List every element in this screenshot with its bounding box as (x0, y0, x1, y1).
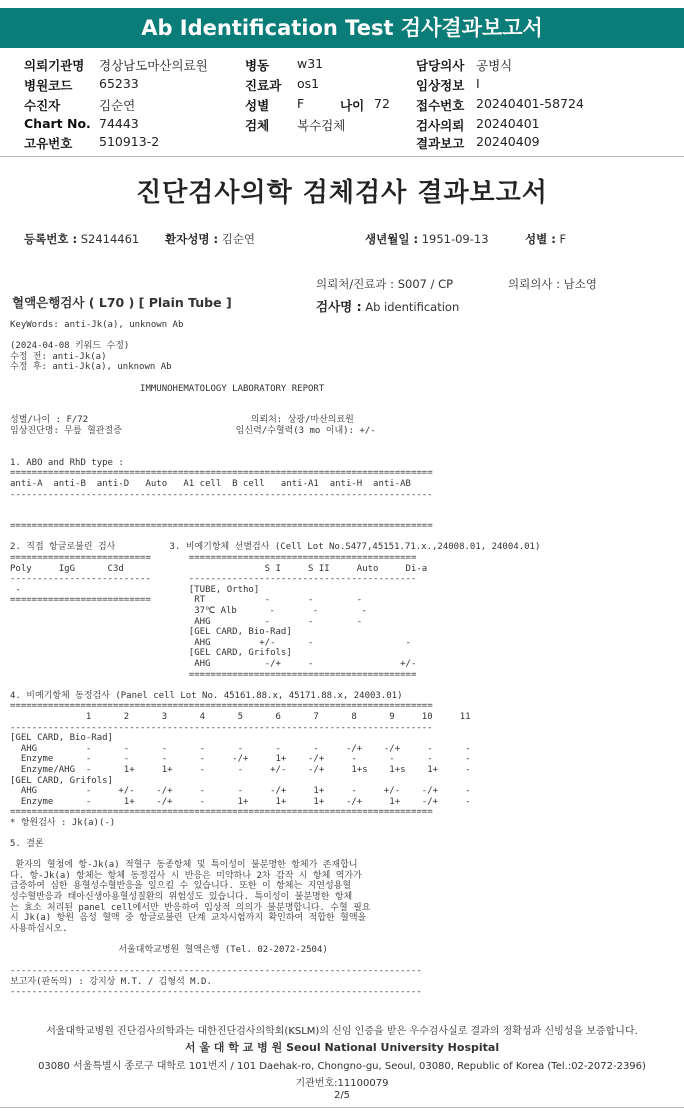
report-line (10, 850, 540, 861)
requesting-department: 의뢰처/진료과 : S007 / CP (316, 277, 454, 291)
report-line: 시 Jk(a) 항원 음성 혈액 중 항글로불린 단계 교차시험까지 확인하여 적합한 혈액을 (10, 913, 367, 924)
report-line: Poly IgG C3d S I S II Auto Di-a (10, 563, 428, 574)
header-field-hospital-code: 병원코드 65233 (24, 76, 139, 93)
report-line (10, 331, 540, 342)
header-field-sex: 성별 F (245, 96, 305, 113)
report-line: 임상진단명: 무릎 혈관절증 임신력/수혈력(3 mo 이내): +/- (10, 425, 376, 436)
header-field-age: 나이 72 (340, 96, 390, 113)
institution-number: 기관번호:11100079 (295, 1078, 389, 1089)
report-line: 성별/나이 : F/72 의뢰처: 상광/마산의료원 (10, 415, 354, 426)
report-line: - [TUBE, Ortho] (10, 584, 260, 595)
report-line: ========================== ========================================== (10, 553, 417, 564)
report-line: ============================================================================== (10, 521, 433, 532)
report-line: 2. 직접 항글로불린 검사 3. 비예기항체 선별검사 (Cell Lot No.S477,45151.71.x.,24008.01, 24004.01) (10, 542, 541, 553)
test-name: 검사명 : Ab identification (316, 299, 460, 314)
header-field-patient: 수진자 김순연 (24, 98, 136, 113)
requesting-doctor: 의뢰의사 : 남소영 (508, 277, 597, 291)
report-line (10, 680, 540, 691)
report-line: anti-A anti-B anti-D Auto A1 cell B cell anti-A1 anti-H anti-AB (10, 478, 411, 489)
report-line: 서울대학교병원 혈액은행 (Tel. 02-2072-2504) (10, 945, 328, 956)
report-line: 37℃ Alb - - - (10, 606, 367, 617)
report-line: ------------------------------------------------------------------------------ (10, 722, 433, 733)
accreditation-note: 서울대학교병원 진단검사의학과는 대한진단검사의학회(KSLM)의 신임 인증을 받은 우수검사실로 결과의 정확성과 신빙성을 보증합니다. (46, 1026, 638, 1037)
report-line: ========================================== (10, 669, 417, 680)
report-line: 5. 결론 (10, 839, 44, 850)
report-line: ========================== RT - - - (10, 595, 363, 606)
page-number: 2/5 (333, 1090, 351, 1101)
patient-name: 환자성명 : 김순연 (165, 232, 256, 246)
report-line (10, 447, 540, 458)
report-line: AHG - +/- -/+ - - -/+ 1+ - +/- -/+ - (10, 786, 471, 797)
header-field-doctor: 담당의사 공병식 (416, 58, 513, 73)
report-line: [GEL CARD, Grifols] (10, 648, 292, 659)
report-title: 진단검사의학 검체검사 결과보고서 (136, 178, 548, 208)
report-line: 1 2 3 4 5 6 7 8 9 10 11 (10, 711, 471, 722)
report-line: ------------------------------------------------------------------------------ (10, 489, 433, 500)
report-line: [GEL CARD, Bio-Rad] (10, 627, 292, 638)
report-line (10, 405, 540, 416)
report-line: [GEL CARD, Bio-Rad] (10, 733, 113, 744)
report-banner: Ab Identification Test 검사결과보고서 (0, 8, 684, 48)
report-line: ---------------------------------------------------------------------------- (10, 966, 422, 977)
header-field-ward: 병동 w31 (245, 56, 324, 73)
header-field-chart-no: Chart No. 74443 (24, 116, 139, 131)
header-field-department: 진료과 os1 (245, 76, 320, 93)
report-line: 1. ABO and RhD type : (10, 457, 124, 468)
header-field-clinical-info: 임상정보 I (416, 76, 480, 93)
report-line: 성수혈반응과 태아신생아용혈성질환의 위험성도 있습니다. 특이성이 불분명한 항체 (10, 892, 353, 903)
report-line (10, 373, 540, 384)
report-line: 다. 항-Jk(a) 항체는 항체 동정검사 시 반응은 미약하나 2차 감작 시 항체 역가가 (10, 870, 362, 881)
report-line (10, 394, 540, 405)
report-line: AHG - - - - - - - -/+ -/+ - - (10, 743, 471, 754)
report-line: 급증하여 심한 용혈성수혈반응을 일으킬 수 있습니다. 또한 이 항체는 지연성용혈 (10, 881, 352, 892)
report-line: AHG - - - (10, 616, 363, 627)
report-line: [GEL CARD, Grifols] (10, 775, 113, 786)
report-line: (2024-04-08 키워드 수정) (10, 341, 130, 352)
header-field-report-date: 결과보고 20240409 (416, 134, 540, 151)
header-field-request-date: 검사의뢰 20240401 (416, 116, 540, 133)
report-line: 환자의 혈청에 항-Jk(a) 적혈구 동종항체 및 특이성이 불분명한 항체가 존재합니 (10, 860, 358, 871)
header-field-unique-no: 고유번호 510913-2 (24, 134, 160, 151)
header-field-specimen: 검체 복수검체 (245, 118, 346, 133)
report-line: KeyWords: anti-Jk(a), unknown Ab (10, 320, 184, 330)
report-line: ---------------------------------------------------------------------------- (10, 987, 422, 998)
report-body (10, 320, 540, 998)
report-line: ============================================================================== (10, 701, 433, 712)
report-line: AHG -/+ - +/- (10, 659, 417, 669)
header-field-receipt-no: 접수번호 20240401-58724 (416, 96, 584, 113)
report-line: 수정 전: anti-Jk(a) (10, 351, 107, 362)
report-line: AHG +/- - - (10, 637, 411, 648)
report-line (10, 500, 540, 511)
report-line (10, 511, 540, 522)
report-line: ============================================================================== (10, 807, 433, 818)
footer-divider (0, 1107, 684, 1108)
report-line: Enzyme/AHG - 1+ 1+ - - +/- -/+ 1+s 1+s 1+ - (10, 764, 471, 775)
header-divider (0, 156, 684, 157)
report-line (10, 934, 540, 945)
report-line: -------------------------- ------------------------------------------ (10, 574, 417, 585)
registration-number: 등록번호 : S2414461 (24, 232, 140, 246)
report-line: IMMUNOHEMATOLOGY LABORATORY REPORT (10, 383, 325, 394)
report-line: Enzyme - 1+ -/+ - 1+ 1+ 1+ -/+ 1+ -/+ - (10, 796, 471, 807)
test-category: 혈액은행검사 ( L70 ) [ Plain Tube ] (12, 295, 232, 310)
report-line: 4. 비예기항체 동정검사 (Panel cell Lot No. 45161.88.x, 45171.88.x, 24003.01) (10, 690, 403, 701)
report-line (10, 829, 540, 840)
header-field-institution: 의뢰기관명 경상남도마산의료원 (24, 58, 208, 73)
hospital-address: 03080 서울특별시 종로구 대학로 101번지 / 101 Daehak-ro, Chongno-gu, Seoul, 03080, Republic of Korea (Tel.:02-2072-2396) (38, 1061, 646, 1072)
report-line: 사용하십시오. (10, 923, 68, 934)
report-line: 보고자(판독의) : 강지상 M.T. / 김형석 M.D. (10, 976, 212, 987)
patient-sex: 성별 : F (525, 232, 567, 246)
report-line (10, 956, 540, 967)
report-line: Enzyme - - - - -/+ 1+ -/+ - - - - (10, 754, 471, 765)
report-line: 수정 후: anti-Jk(a), unknown Ab (10, 362, 172, 373)
report-line: ============================================================================== (10, 468, 433, 479)
hospital-name: 서 울 대 학 교 병 원 Seoul National University Hospital (184, 1041, 500, 1054)
report-line: * 항원검사 : Jk(a)(-) (10, 817, 116, 828)
report-line (10, 437, 540, 448)
report-line: 는 효소 처리된 panel cell에서만 반응하여 임상적 의의가 불분명합니다. 수혈 필요 (10, 902, 371, 913)
birth-date: 생년월일 : 1951-09-13 (365, 232, 489, 246)
report-line (10, 532, 540, 543)
